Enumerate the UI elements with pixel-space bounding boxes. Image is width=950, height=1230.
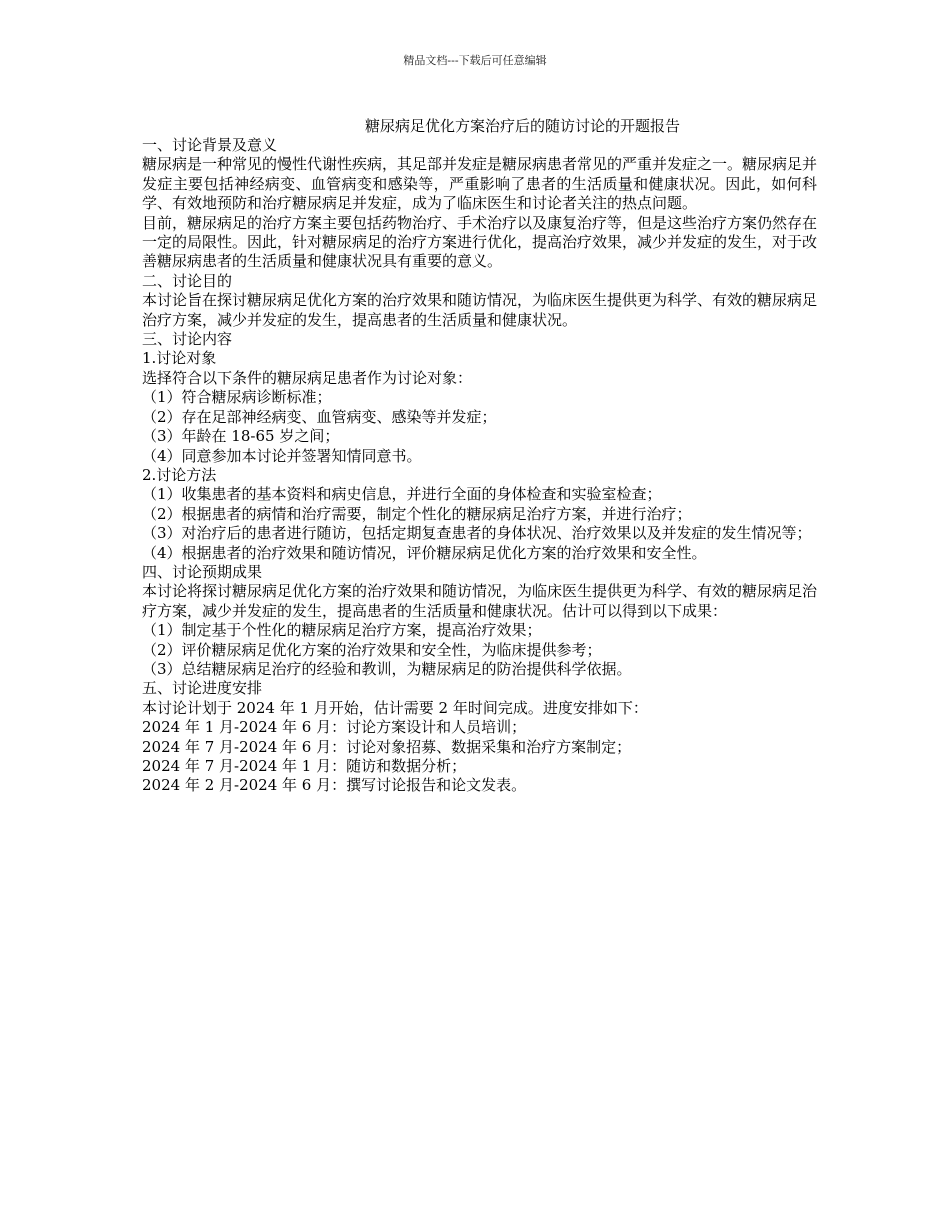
page-header: 精品文档---下载后可任意编辑	[403, 54, 547, 67]
schedule-item: 2024 年 7 月-2024 年 6 月：讨论对象招募、数据采集和治疗方案制定；	[142, 737, 632, 756]
list-item: （2）评价糖尿病足优化方案的治疗效果和安全性，为临床提供参考；	[142, 640, 602, 659]
schedule-item: 2024 年 1 月-2024 年 6 月：讨论方案设计和人员培训；	[142, 718, 527, 737]
section-heading-purpose: 二、讨论目的	[142, 271, 233, 290]
schedule-item: 2024 年 2 月-2024 年 6 月：撰写讨论报告和论文发表。	[142, 776, 527, 795]
subheading-subjects: 1.讨论对象	[142, 349, 217, 368]
paragraph-background-1: 糖尿病是一种常见的慢性代谢性疾病，其足部并发症是糖尿病患者常见的严重并发症之一。糖尿病足并发症主要包括神经病变、血管病变和感染等，严重影响了患者的生活质量和健康状况。因此，如何科学、有效地预防和治疗糖尿病足并发症，成为了临床医生和讨论者关注的热点问题。	[142, 155, 818, 213]
section-heading-background: 一、讨论背景及意义	[142, 136, 278, 154]
list-item: （3）总结糖尿病足治疗的经验和教训，为糖尿病足的防治提供科学依据。	[142, 659, 632, 678]
list-item: （1）制定基于个性化的糖尿病足治疗方案，提高治疗效果；	[142, 621, 542, 640]
section-heading-outcomes: 四、讨论预期成果	[142, 562, 263, 581]
list-item: （1）符合糖尿病诊断标准；	[142, 388, 332, 407]
list-item: （2）存在足部神经病变、血管病变、感染等并发症；	[142, 407, 497, 426]
list-item: （1）收集患者的基本资料和病史信息，并进行全面的身体检查和实验室检查；	[142, 485, 662, 504]
list-item: （3）对治疗后的患者进行随访，包括定期复查患者的身体状况、治疗效果以及并发症的发生情况等；	[142, 524, 812, 543]
paragraph-subjects-intro: 选择符合以下条件的糖尿病足患者作为讨论对象：	[142, 368, 473, 387]
section-heading-content: 三、讨论内容	[142, 330, 233, 349]
paragraph-purpose: 本讨论旨在探讨糖尿病足优化方案的治疗效果和随访情况，为临床医生提供更为科学、有效的糖尿病足治疗方案，减少并发症的发生，提高患者的生活质量和健康状况。	[142, 291, 818, 329]
list-item: （3）年龄在 18-65 岁之间；	[142, 427, 340, 446]
document-title: 糖尿病足优化方案治疗后的随访讨论的开题报告	[365, 117, 681, 135]
paragraph-background-2: 目前，糖尿病足的治疗方案主要包括药物治疗、手术治疗以及康复治疗等，但是这些治疗方案仍然存在一定的局限性。因此，针对糖尿病足的治疗方案进行优化，提高治疗效果，减少并发症的发生，对于改善糖尿病患者的生活质量和健康状况具有重要的意义。	[142, 213, 818, 271]
list-item: （2）根据患者的病情和治疗需要，制定个性化的糖尿病足治疗方案，并进行治疗；	[142, 504, 692, 523]
paragraph-schedule-intro: 本讨论计划于 2024 年 1 月开始，估计需要 2 年时间完成。进度安排如下：	[142, 698, 648, 717]
subheading-methods: 2.讨论方法	[142, 465, 217, 484]
section-heading-schedule: 五、讨论进度安排	[142, 679, 263, 698]
list-item: （4）根据患者的治疗效果和随访情况，评价糖尿病足优化方案的治疗效果和安全性。	[142, 543, 707, 562]
paragraph-outcomes: 本讨论将探讨糖尿病足优化方案的治疗效果和随访情况，为临床医生提供更为科学、有效的糖尿病足治疗方案，减少并发症的发生，提高患者的生活质量和健康状况。估计可以得到以下成果：	[142, 582, 818, 620]
schedule-item: 2024 年 7 月-2024 年 1 月：随访和数据分析；	[142, 757, 467, 775]
list-item: （4）同意参加本讨论并签署知情同意书。	[142, 446, 422, 465]
document-body	[142, 136, 817, 796]
